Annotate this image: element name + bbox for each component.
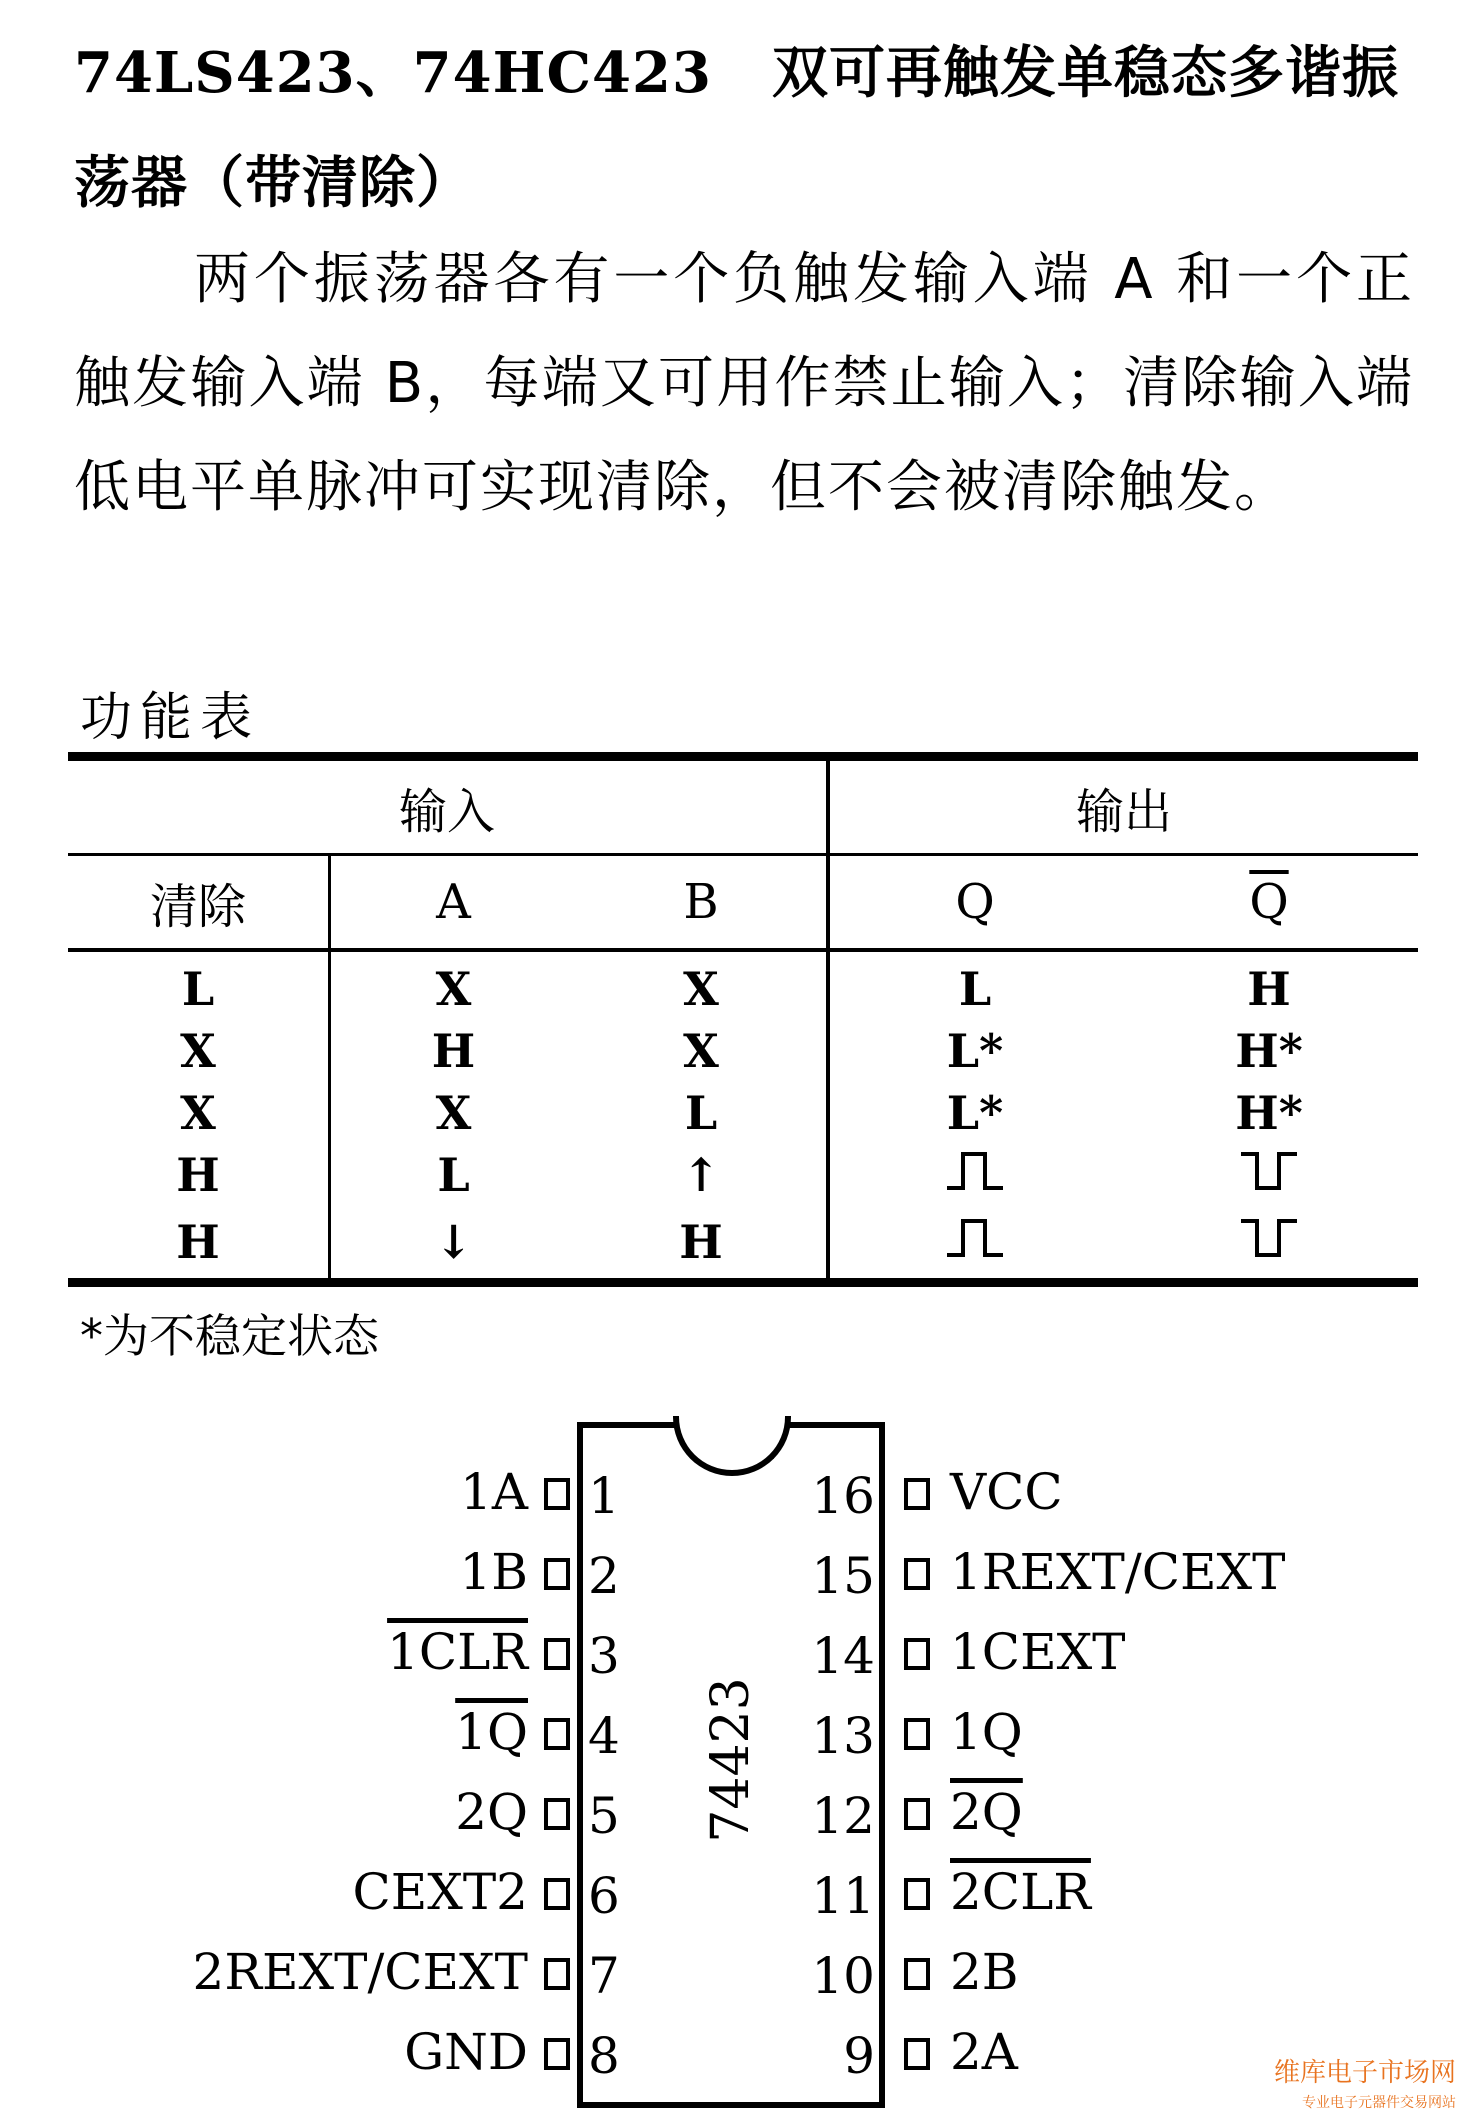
pin-box [544,1878,570,1910]
table-cell: L* [946,1086,1004,1140]
watermark [1274,2058,1456,2118]
pin-label: VCC [950,1463,1063,1521]
table-cell: ↑ [576,1144,828,1206]
pin-number: 3 [588,1627,620,1685]
pin-label: 1CLR [387,1623,528,1681]
table-cell: L [437,1148,470,1202]
column-header-q: Q [828,855,1120,951]
pin-label: 1Q [950,1703,1023,1761]
table-cell: H [68,1206,330,1283]
pin-number: 15 [811,1547,875,1605]
table-cell: X [68,1082,330,1144]
function-table-title: 功能表 [80,688,261,748]
pin-number: 7 [588,1947,620,2005]
pin-label: 2A [950,2023,1018,2081]
watermark-brand: 维库电子市场网 [1273,2058,1456,2088]
column-header-b: B [576,855,828,951]
table-cell: H [68,1144,330,1206]
pin-label: GND [404,2023,528,2081]
pin-number: 8 [588,2027,620,2085]
pin-number: 11 [811,1867,875,1925]
column-header-q-bar: $\overline{Q}$ [1120,855,1418,951]
pin-number: 16 [811,1467,875,1525]
watermark-tagline: 专业电子元器件交易网站 [1302,2095,1456,2111]
pin-box [904,1638,930,1670]
pin-label: 1Q [455,1703,528,1761]
column-header-a: A [330,855,577,951]
pin-number: 4 [588,1707,620,1765]
pin-box [904,1878,930,1910]
column-header-clear: 清除 [68,855,330,951]
pin-number: 12 [811,1787,875,1845]
pin-number: 2 [588,1547,620,1605]
pin-label: 2CLR [950,1863,1091,1921]
negative-pulse-icon [1120,1144,1418,1206]
table-footnote: *为不稳定状态 [80,1309,379,1363]
table-cell: L [958,962,992,1016]
table-cell: H* [1235,1024,1303,1078]
table-cell: X [576,950,828,1020]
table-cell: L [68,950,330,1020]
pin-label: 1CEXT [950,1623,1126,1681]
pin-box [904,2038,930,2070]
pin-box [904,1558,930,1590]
positive-pulse-icon [828,1144,1120,1206]
pin-number: 5 [588,1787,620,1845]
table-cell: H [431,1024,476,1078]
pin-box [544,1558,570,1590]
pin-box [544,2038,570,2070]
outputs-group-header: 输出 [828,757,1418,855]
function-table [68,752,1418,1287]
table-cell: X [576,1020,828,1082]
table-cell: ↓ [330,1206,577,1283]
pin-label: CEXT2 [352,1863,528,1921]
table-cell: X [68,1020,330,1082]
pin-box [544,1958,570,1990]
table-cell: H [1247,962,1291,1016]
pin-label: 1A [460,1463,528,1521]
pin-box [904,1478,930,1510]
pin-number: 1 [588,1467,620,1525]
table-cell: X [435,1086,472,1140]
pin-box [904,1798,930,1830]
description-paragraph: 两个振荡器各有一个负触发输入端 A 和一个正触发输入端 B，每端又可用作禁止输入；清除输入端低电平单脉冲可实现清除，但不会被清除触发。 [74,247,1414,520]
pin-box [544,1798,570,1830]
pin-label: 2Q [950,1783,1023,1841]
table-cell: L* [946,1024,1004,1078]
pin-label: 1B [459,1543,528,1601]
pin-label: 2B [950,1943,1019,2001]
pin-label: 1REXT/CEXT [950,1543,1286,1601]
pin-number: 9 [843,2027,875,2085]
pin-box [544,1478,570,1510]
pin-number: 10 [811,1947,875,2005]
positive-pulse-icon [828,1206,1120,1283]
pin-label: 2Q [455,1783,528,1841]
negative-pulse-icon [1120,1206,1418,1283]
table-cell: H* [1235,1086,1303,1140]
table-cell: L [576,1082,828,1144]
inputs-group-header: 输入 [68,757,828,855]
pin-box [904,1958,930,1990]
table-cell: X [435,962,472,1016]
pin-number: 13 [811,1707,875,1765]
title-description: 双可再触发单稳态多谐振荡器（带清除） [74,40,1399,216]
pin-box [544,1718,570,1750]
pin-label: 2REXT/CEXT [192,1943,528,2001]
ic-part-name: 74423 [701,1677,761,1843]
pin-number: 14 [811,1627,875,1685]
table-cell: H [576,1206,828,1283]
pin-box [544,1638,570,1670]
pin-number: 6 [588,1867,620,1925]
document-title [74,18,1414,238]
title-part-numbers: 74LS423、74HC423 [74,40,712,106]
pin-box [904,1718,930,1750]
